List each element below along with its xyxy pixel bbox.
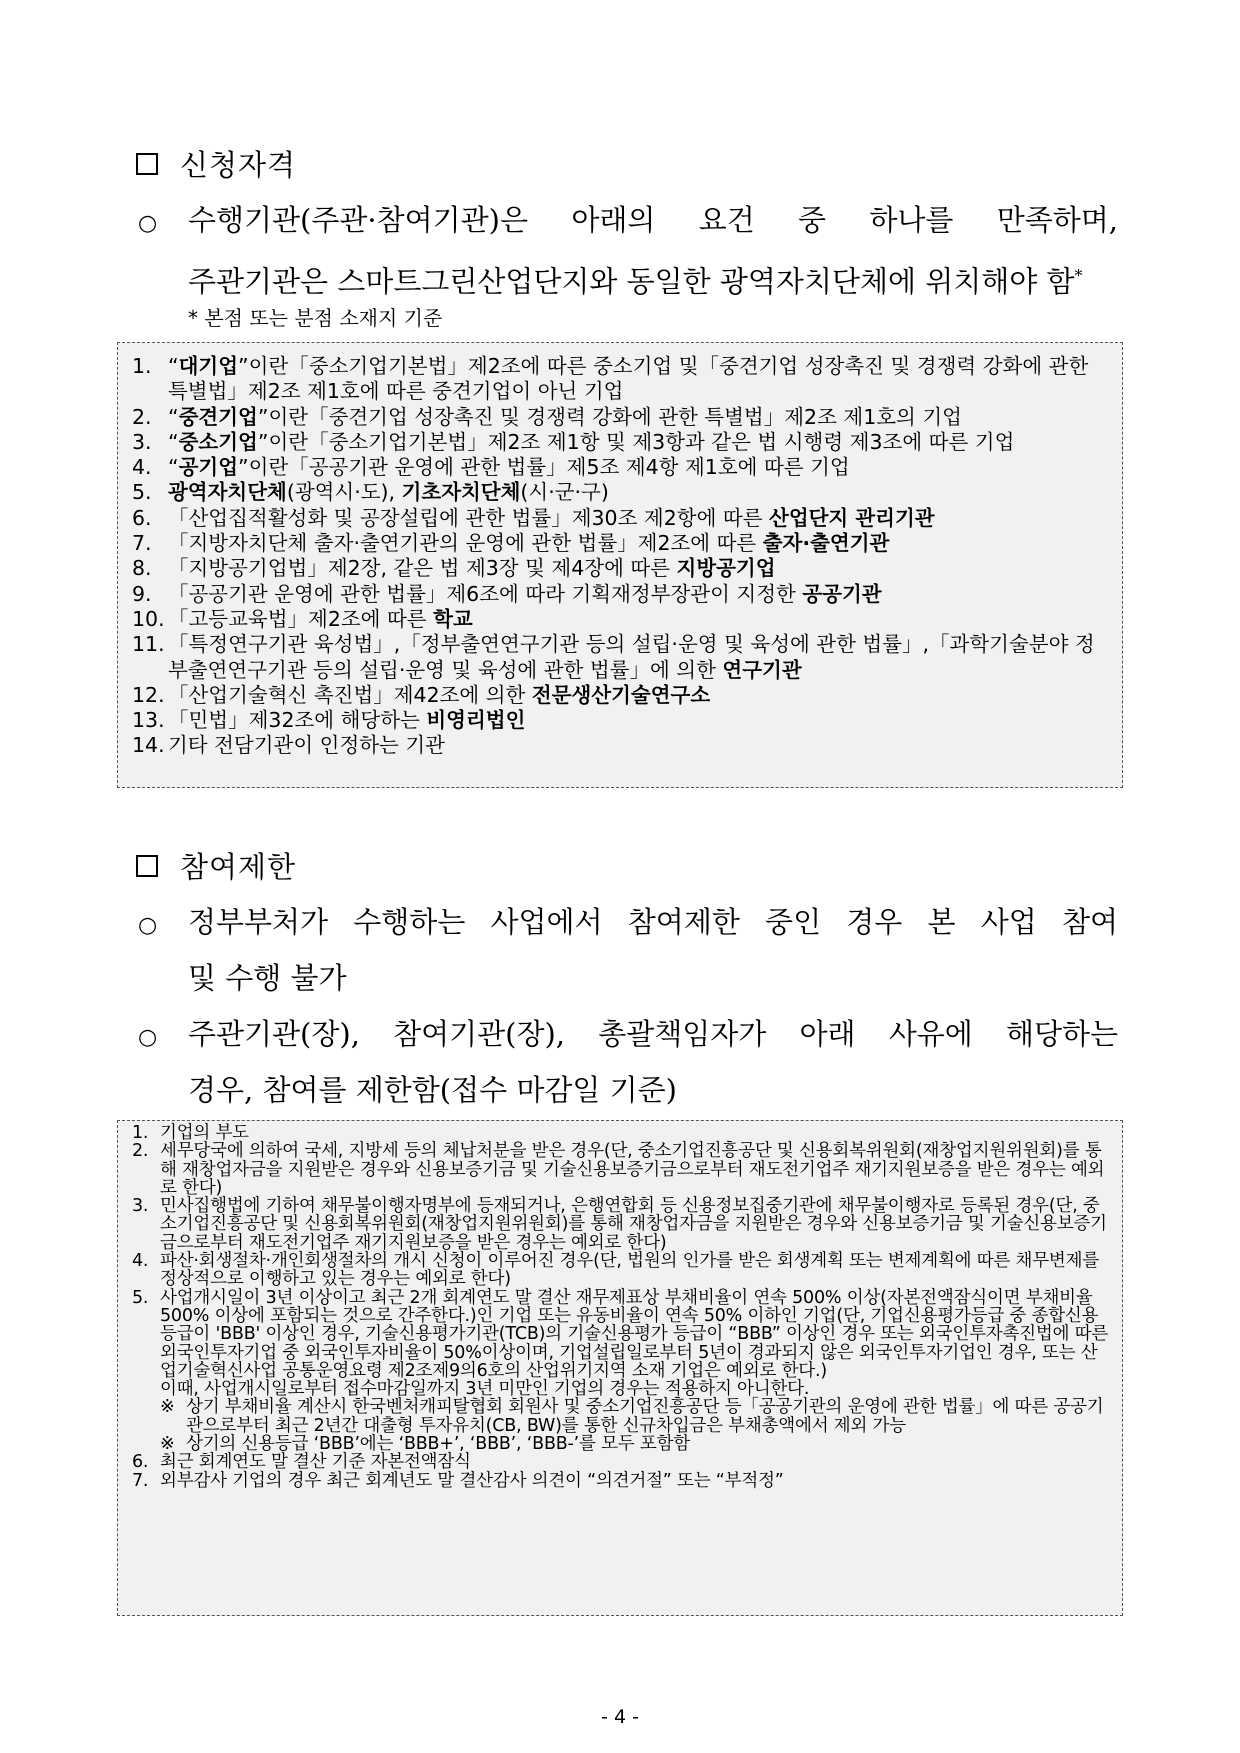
item-number: 14. (132, 733, 172, 758)
bold-term: 학교 (433, 606, 473, 631)
list-item (132, 1435, 1112, 1453)
item-text (168, 632, 1112, 683)
list-item (132, 1472, 1112, 1490)
item-text: 파산·회생절차·개인회생절차의 개시 신청이 이루어진 경우(단, 법원의 인가를 받은 회생계획 또는 변제계획에 따른 채무변제를 정상적으로 이행하고 있는 경우는 예외로 한다) (160, 1251, 1100, 1290)
list-item (132, 455, 1112, 480)
location-note: * 본점 또는 분점 소재지 기준 (188, 306, 443, 330)
bullet-line-2 (188, 248, 1118, 310)
circle-bullet-icon: ○ (138, 913, 158, 938)
item-number: 1. (132, 1123, 154, 1143)
section-title: 참여제한 (180, 850, 297, 884)
restriction-reasons-box (117, 1120, 1123, 1616)
item-text (168, 582, 1112, 607)
list-item (132, 683, 1112, 708)
text-segment: “ (168, 429, 179, 454)
bold-term: 연구기관 (722, 657, 802, 682)
eligible-institutions-box (117, 342, 1123, 788)
item-text: 이때, 사업개시일로부터 접수마감일까지 3년 미만인 기업의 경우는 적용하지 아니한다. (160, 1379, 810, 1400)
item-number: 2. (132, 404, 159, 429)
item-text: 민사집행법에 기하여 채무불이행자명부에 등재되거나, 은행연합회 등 신용정보집중기관에 채무불이행자로 등록된 경우(단, 중소기업진흥공단 및 신용회복위원회(재창업지원위원회)를 통해 재창업자금을 지원받은 경우와 신용보증기금 및 기술신용보증기금으로부터 재도전기업주 재기지원보증을 받은 경우는 예외로 한다) (160, 1196, 1107, 1253)
list-item (132, 405, 1112, 430)
item-text: 최근 회계연도 말 결산 기준 자본전액잠식 (160, 1452, 471, 1473)
item-number: 1. (132, 354, 159, 378)
section-title: 신청자격 (180, 148, 297, 182)
item-number: 4. (132, 1251, 154, 1272)
item-text (168, 733, 1112, 758)
item-text: 세무당국에 의하여 국세, 지방세 등의 체납처분을 받은 경우(단, 중소기업진흥공단 및 신용회복위원회(재창업지원위원회)를 통해 재창업자금을 지원받은 경우와 신용보증기금 및 기술신용보증기금으로부터 재도전기업주 재기지원보증을 받은 경우는 예외로 한다) (160, 1141, 1105, 1198)
list-item (132, 632, 1112, 683)
list-item (132, 480, 1112, 505)
bold-term: 비영리법인 (426, 708, 526, 733)
list-item (132, 531, 1112, 556)
bold-term: 대기업 (178, 354, 239, 378)
restriction-bullet-1 (138, 894, 1118, 1006)
text-segment: 「산업기술혁신 촉진법」제42조에 의한 (168, 682, 532, 707)
text-segment: ”이란「중소기업기본법」제2조에 따른 중소기업 및「중견기업 성장촉진 및 경쟁력 강화에 관한 특별법」제2조 제1호에 따른 중견기업이 아닌 기업 (168, 354, 1089, 404)
item-text (168, 430, 1112, 455)
item-number: 5. (132, 1287, 154, 1308)
list-item (132, 607, 1112, 632)
text-segment: 「민법」제32조에 해당하는 (168, 708, 427, 733)
list-item (132, 1142, 1112, 1197)
item-text: 사업개시일이 3년 이상이고 최근 2개 회계연도 말 결산 재무제표상 부채비율이 연속 500% 이상(자본전액잠식이면 부채비율 500% 이상에 포함되는 것으로 간주한다.)인 기업 또는 유동비율이 연속 50% 이하인 기업(단, 기업신용평가등급 중 종합신용등급이 'BBB' 이상인 경우, 기술신용평가기관(TCB)의 기술신용평가 등급이 “BBB” 이상인 경우 또는 외국인투자촉진법에 따른 외국인투자기업 중 외국인투자비율이 50%이상이며, 기업설립일로부터 5년이 경과되지 않은 외국인투자기업인 경우, 또는 산업기술혁신사업 공통운영요령 제2조제9의6호의 산업위기지역 소재 기업은 예외로 한다.) (160, 1287, 1109, 1381)
item-number: 6. (132, 1452, 154, 1473)
list-item (132, 1197, 1112, 1252)
item-number: ※ (160, 1434, 180, 1455)
text-segment: “ (168, 354, 179, 378)
item-number: 8. (132, 556, 159, 581)
text-segment: 「공공기관 운영에 관한 법률」제6조에 따라 기획재정부장관이 지정한 (168, 581, 803, 606)
circle-bullet-icon: ○ (138, 1025, 158, 1050)
list-item (132, 1252, 1112, 1289)
bullet-line-2: 및 수행 불가 (188, 961, 347, 995)
text-segment: ”이란「공공기관 운영에 관한 법률」제5조 제4항 제1호에 따른 기업 (238, 455, 850, 480)
item-number: 12. (132, 682, 172, 707)
item-text (168, 708, 1112, 733)
footnote-marker: * (1074, 266, 1083, 285)
section-heading-restrictions (136, 845, 296, 886)
list-item (132, 1398, 1112, 1435)
item-number: 13. (132, 708, 172, 733)
item-text (168, 405, 1112, 430)
item-text (168, 556, 1112, 581)
list-item (132, 430, 1112, 455)
item-number: 7. (132, 1470, 154, 1491)
item-text: 기업의 부도 (160, 1123, 249, 1143)
bold-term: 공기업 (178, 455, 239, 480)
eligibility-bullet (138, 192, 1118, 310)
item-text (168, 455, 1112, 480)
item-text (168, 506, 1112, 531)
list-item (132, 354, 1112, 405)
bold-term: 중견기업 (178, 404, 258, 429)
bullet-line-1: 정부부처가 수행하는 사업에서 참여제한 중인 경우 본 사업 참여 (188, 905, 1118, 939)
text-segment: (광역시·도), (286, 480, 402, 505)
item-number: 6. (132, 505, 159, 530)
text-segment: 「지방자치단체 출자·출연기관의 운영에 관한 법률」제2조에 따른 (168, 531, 763, 556)
item-text: 상기의 신용등급 ‘BBB’에는 ‘BBB+’, ‘BBB’, ‘BBB-’를 모두 포함함 (186, 1434, 690, 1455)
circle-bullet-icon: ○ (138, 211, 158, 236)
bold-term: 광역자치단체 (168, 480, 287, 505)
text-segment: 기타 전담기관이 인정하는 기관 (168, 733, 445, 758)
item-text (168, 480, 1112, 505)
list-item (132, 708, 1112, 733)
item-number: 3. (132, 1196, 154, 1217)
bold-term: 산업단지 관리기관 (769, 505, 935, 530)
item-number: 9. (132, 581, 159, 606)
bold-term: 기초자치단체 (401, 480, 521, 505)
text-segment: 「산업집적활성화 및 공장설립에 관한 법률」제30조 제2항에 따른 (168, 505, 770, 530)
text-segment: ”이란「중소기업기본법」제2조 제1항 및 제3항과 같은 법 시행령 제3조에 따른 기업 (257, 429, 1015, 454)
list-item (132, 506, 1112, 531)
checkbox-square-icon (136, 855, 158, 877)
list-item (132, 1289, 1112, 1380)
text-segment: (시·군·구) (520, 480, 609, 505)
item-number: 2. (132, 1141, 154, 1162)
list-item (132, 1124, 1112, 1142)
item-text: 외부감사 기업의 경우 최근 회계년도 말 결산감사 의견이 “의견거절” 또는 “부적정” (160, 1470, 784, 1491)
eligible-institutions-list (132, 354, 1112, 759)
item-number: 5. (132, 480, 159, 505)
text-segment: “ (168, 455, 179, 480)
bullet-line-1: 수행기관(주관·참여기관)은 아래의 요건 중 하나를 만족하며, (188, 203, 1118, 237)
text-segment: ”이란「중견기업 성장촉진 및 경쟁력 강화에 관한 특별법」제2조 제1호의 기업 (257, 404, 962, 429)
list-item (132, 556, 1112, 581)
item-number: 11. (132, 632, 172, 657)
item-number: 10. (132, 606, 172, 631)
restriction-reasons-list (132, 1124, 1112, 1490)
item-text (168, 531, 1112, 556)
item-text (168, 683, 1112, 708)
item-number: ※ (160, 1397, 180, 1418)
item-text (168, 607, 1112, 632)
list-item (132, 1453, 1112, 1471)
text-segment: 「특정연구기관 육성법」,「정부출연연구기관 등의 설립·운영 및 육성에 관한 법률」,「과학기술분야 정부출연연구기관 등의 설립·운영 및 육성에 관한 법률」에 의한 (168, 632, 1095, 682)
bullet-line-1: 주관기관(장), 참여기관(장), 총괄책임자가 아래 사유에 해당하는 (188, 1017, 1118, 1051)
bullet-line-2: 경우, 참여를 제한함(접수 마감일 기준) (188, 1073, 677, 1107)
item-text: 상기 부채비율 계산시 한국벤처캐피탈협회 회원사 및 중소기업진흥공단 등「공공기관의 운영에 관한 법률」에 따른 공공기관으로부터 최근 2년간 대출형 투자유치(CB, BW)를 통한 신규차입금은 부채총액에서 제외 가능 (186, 1397, 1104, 1436)
item-text (168, 354, 1112, 405)
bold-term: 공공기관 (802, 581, 882, 606)
list-item (132, 582, 1112, 607)
item-number: 4. (132, 455, 159, 480)
bold-term: 출자·출연기관 (762, 531, 890, 556)
restriction-bullet-2 (138, 1006, 1118, 1118)
text-segment: 「지방공기업법」제2장, 같은 법 제3장 및 제4장에 따른 (168, 556, 677, 581)
item-number: 3. (132, 429, 159, 454)
text-segment: “ (168, 404, 179, 429)
page-number: - 4 - (601, 1706, 639, 1728)
section-heading-eligibility (136, 143, 296, 184)
bold-term: 전문생산기술연구소 (531, 682, 711, 707)
bold-term: 중소기업 (178, 429, 258, 454)
item-number: 7. (132, 531, 159, 556)
list-item (132, 1380, 1112, 1398)
bullet-line-2-text: 주관기관은 스마트그린산업단지와 동일한 광역자치단체에 위치해야 함 (188, 264, 1075, 299)
bold-term: 지방공기업 (676, 556, 776, 581)
list-item (132, 733, 1112, 758)
text-segment: 「고등교육법」제2조에 따른 (168, 606, 434, 631)
checkbox-square-icon (136, 153, 158, 175)
